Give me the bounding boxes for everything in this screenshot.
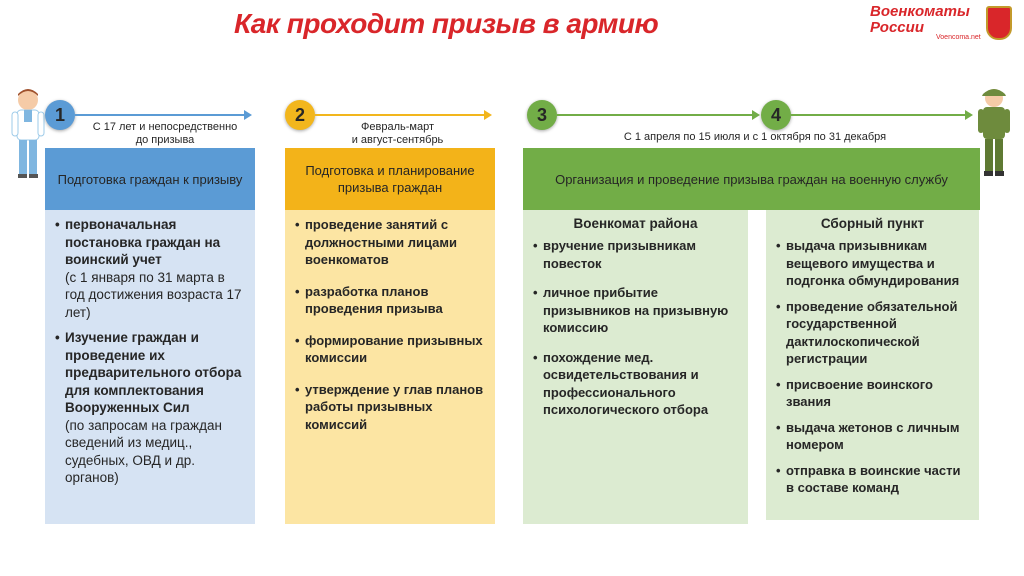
list-item: • Изучение граждан и проведение их предварительного отбора для комплектования Вооруженных Сил (по запросам на граждан сведений из медиц., судебных, ОВД и др. органов): [55, 329, 245, 487]
list-item: • проведение занятий с должностными лицами военкоматов: [295, 216, 485, 269]
stage-4-badge: 4: [761, 100, 791, 130]
civilian-person-icon: [10, 86, 46, 180]
list-item: • утверждение у глав планов работы призывных комиссий: [295, 381, 485, 434]
stage-1-panel: [45, 210, 255, 524]
list-item: • формирование призывных комиссии: [295, 332, 485, 367]
list-item: • первоначальная постановка граждан на воинский учет (с 1 января по 31 марта в год достижения возраста 17 лет): [55, 216, 245, 321]
column-title: Военкомат района: [573, 216, 698, 231]
soldier-icon: [976, 82, 1012, 178]
stage-2-arrow: [315, 114, 485, 116]
list-item: • выдача жетонов с личным номером: [776, 419, 969, 454]
logo-site: Voencoma.net: [936, 34, 981, 41]
arrow-head-icon: [484, 110, 492, 120]
logo: [870, 4, 1016, 48]
stage-2-panel: [285, 210, 495, 524]
stage-4-arrow: [791, 114, 966, 116]
stage-3-badge: 3: [527, 100, 557, 130]
stage-1-arrow: [75, 114, 245, 116]
list-item: • похождение мед. освидетельствования и профессионального психологического отбора: [533, 349, 738, 419]
emblem-icon: [986, 6, 1012, 40]
logo-line1: Военкоматы: [870, 3, 970, 20]
district-office-panel: [523, 210, 748, 524]
list-item: • разработка планов проведения призыва: [295, 283, 485, 318]
stage-1-heading: Подготовка граждан к призыву: [45, 148, 255, 210]
list-item: • личное прибытие призывников на призывную комиссию: [533, 284, 738, 337]
stage-2-heading: Подготовка и планирование призыва граждан: [285, 148, 495, 210]
list-item: • вручение призывникам повесток: [533, 237, 738, 272]
arrow-head-icon: [244, 110, 252, 120]
column-title: Сборный пункт: [820, 216, 925, 231]
stage-34-heading: Организация и проведение призыва граждан на военную службу: [523, 148, 980, 210]
arrow-head-icon: [752, 110, 760, 120]
list-item: • присвоение воинского звания: [776, 376, 969, 411]
list-item: • выдача призывникам вещевого имущества и подгонка обмундирования: [776, 237, 969, 290]
logo-line2: России: [870, 19, 924, 36]
page-title: Как проходит призыв в армию: [234, 8, 659, 39]
stage-34-period: С 1 апреля по 15 июля и с 1 октября по 31 декабря: [623, 131, 887, 143]
list-item: • отправка в воинские части в составе команд: [776, 462, 969, 497]
stage-1-period: С 17 лет и непосредственно до призыва: [92, 121, 238, 146]
assembly-point-panel: [766, 210, 979, 520]
stage-2-badge: 2: [285, 100, 315, 130]
stage-2-period: Февраль-март и август-сентябрь: [351, 121, 444, 146]
arrow-head-icon: [965, 110, 973, 120]
list-item: • проведение обязательной государственной дактилоскопической регистрации: [776, 298, 969, 368]
stage-1-badge: 1: [45, 100, 75, 130]
stage-3-arrow: [557, 114, 754, 116]
